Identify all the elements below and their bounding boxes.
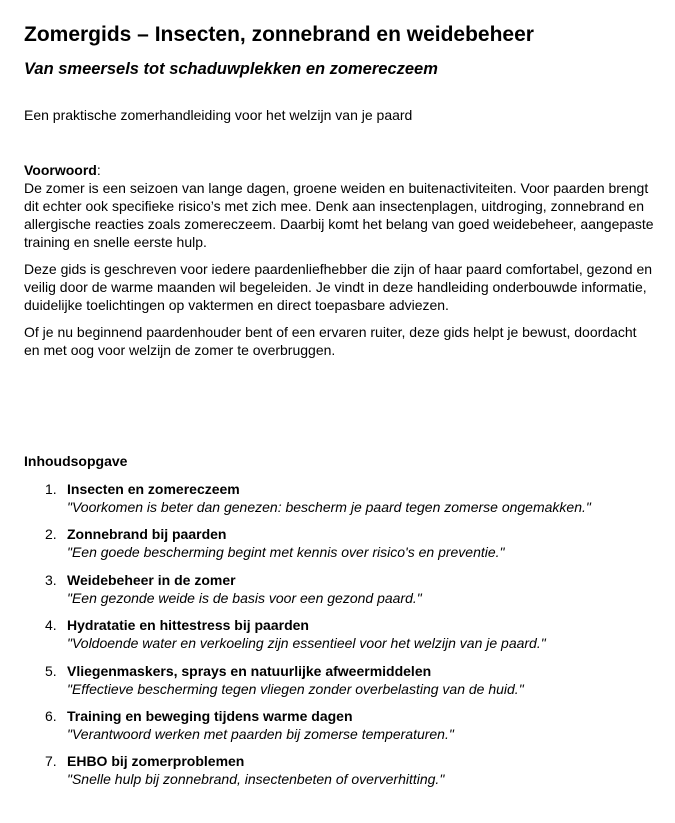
foreword-heading-label: Voorwoord [24, 162, 97, 178]
toc-item [24, 616, 654, 652]
toc-item-heading: Insecten en zomereczeem [67, 481, 240, 497]
foreword-heading [24, 161, 654, 179]
document-subtitle: Van smeersels tot schaduwplekken en zomereczeem [24, 60, 438, 78]
toc-item-number: 6. [45, 707, 57, 724]
toc-item-heading: Training en beweging tijdens warme dagen [67, 707, 353, 724]
toc-item-heading: Zonnebrand bij paarden [67, 526, 227, 543]
foreword-section [24, 161, 654, 368]
toc-item-quote: "Een goede bescherming begint met kennis over risico's en preventie." [67, 544, 505, 561]
foreword-paragraph: De zomer is een seizoen van lange dagen, groene weiden en buitenactiviteiten. Voor paarden brengt dit echter ook specifieke risico’s met zich mee. Denk aan insectenplagen, uitdroging, zonnebrand en allergische reacties zoals zomereczeem. Daarbij komt het belang van goed weidebeheer, aangepaste training en snelle eerste hulp. [24, 180, 654, 250]
document-title: Zomergids – Insecten, zonnebrand en weidebeheer [24, 23, 534, 46]
toc-item [24, 571, 654, 607]
foreword-paragraph: Deze gids is geschreven voor iedere paardenliefhebber die zijn of haar paard comfortabel, gezond en veilig door de warme maanden wil begeleiden. Je vindt in deze handleiding onderbouwde informatie, duidelijke toelichtingen op vaktermen en direct toepasbare adviezen. [24, 261, 653, 313]
toc-item-number: 4. [45, 617, 57, 634]
toc-item [24, 480, 654, 516]
toc-item [24, 662, 654, 698]
toc-item [24, 707, 654, 743]
document-tagline: Een praktische zomerhandleiding voor het welzijn van je paard [24, 107, 413, 123]
toc-item-quote: "Voldoende water en verkoeling zijn essentieel voor het welzijn van je paard." [67, 635, 546, 652]
foreword-heading-colon: : [96, 162, 101, 178]
toc-item [24, 525, 654, 561]
toc-item-number: 5. [45, 662, 57, 679]
toc-item-quote: "Effectieve bescherming tegen vliegen zonder overbelasting van de huid." [67, 680, 524, 697]
toc-item-quote: "Voorkomen is beter dan genezen: bescherm je paard tegen zomerse ongemakken." [67, 499, 591, 515]
toc-item-quote: "Snelle hulp bij zonnebrand, insectenbeten of oververhitting." [67, 771, 445, 788]
toc-item-quote: "Een gezonde weide is de basis voor een gezond paard." [67, 589, 422, 606]
toc-item-number: 1. [45, 481, 57, 497]
table-of-contents [24, 452, 654, 798]
toc-list [24, 480, 654, 788]
toc-item-heading: EHBO bij zomerproblemen [67, 753, 245, 770]
toc-title: Inhoudsopgave [24, 453, 128, 469]
toc-item-number: 7. [45, 753, 57, 770]
toc-item-heading: Vliegenmaskers, sprays en natuurlijke afweermiddelen [67, 662, 432, 679]
toc-item [24, 752, 654, 788]
foreword-paragraph: Of je nu beginnend paardenhouder bent of een ervaren ruiter, deze gids helpt je bewust, doordacht en met oog voor welzijn de zomer te overbruggen. [24, 324, 637, 358]
toc-item-number: 3. [45, 571, 57, 588]
toc-item-quote: "Verantwoord werken met paarden bij zomerse temperaturen." [67, 725, 454, 742]
toc-item-heading: Hydratatie en hittestress bij paarden [67, 617, 309, 634]
toc-item-number: 2. [45, 526, 57, 543]
toc-item-heading: Weidebeheer in de zomer [67, 571, 236, 588]
